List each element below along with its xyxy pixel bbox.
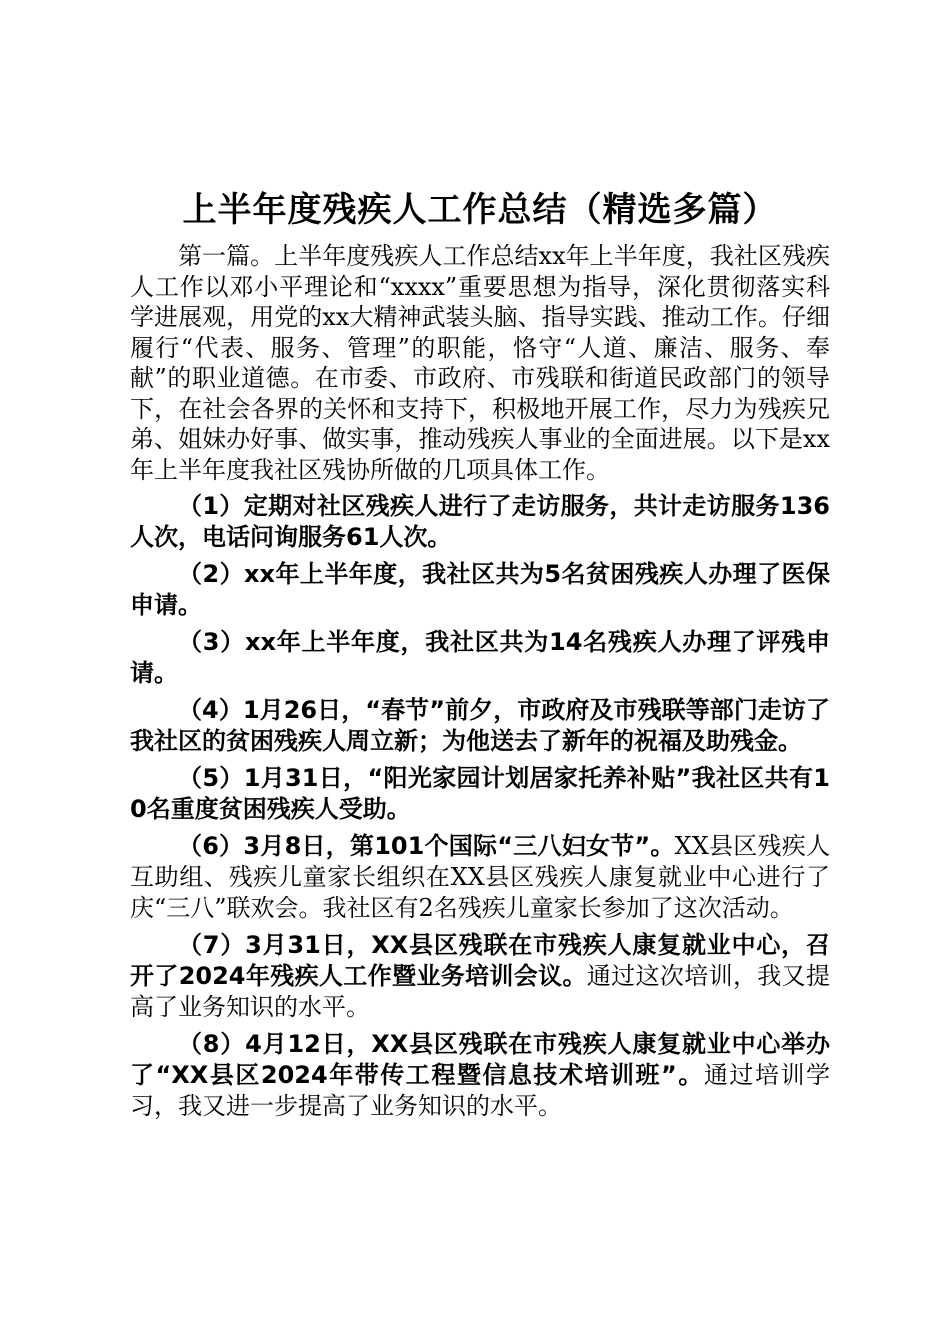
work-item-6 [130,831,830,924]
document-title: 上半年度残疾人工作总结（精选多篇） [182,190,778,230]
work-item-1: （1）定期对社区残疾人进行了走访服务，共计走访服务136人次，电话问询服务61人次。 [130,492,830,551]
document-page [130,185,830,1122]
work-item-3: （3）xx年上半年度，我社区共为14名残疾人办理了评残申请。 [130,628,830,687]
work-item-7 [130,930,830,1023]
intro-paragraph: 第一篇。上半年度残疾人工作总结xx年上半年度，我社区残疾人工作以邓小平理论和“xxxx”重要思想为指导，深化贯彻落实科学进展观，用党的xx大精神武装头脑、指导实践、推动工作。仔细履行“代表、服务、管理”的职能，恪守“人道、廉洁、服务、奉献”的职业道德。在市委、市政府、市残联和街道民政部门的领导下，在社会各界的关怀和支持下，积极地开展工作，尽力为残疾兄弟、姐妹办好事、做实事，推动残疾人事业的全面进展。以下是xx年上半年度我社区残协所做的几项具体工作。 [130,242,830,484]
work-item-5: （5）1月31日，“阳光家园计划居家托养补贴”我社区共有10名重度贫困残疾人受助。 [130,764,830,823]
work-item-2: （2）xx年上半年度，我社区共为5名贫困残疾人办理了医保申请。 [130,560,830,619]
work-item-6-lead: （6）3月8日，第101个国际“三八妇女节”。 [178,832,675,860]
work-item-8-lead: （8）4月12日，XX县区残联在市残疾人康复就业中心举办了“XX县区2024年带传工程暨信息技术培训班”。 [130,1030,830,1089]
work-item-4: （4）1月26日，“春节”前夕，市政府及市残联等部门走访了我社区的贫困残疾人周立新；为他送去了新年的祝福及助残金。 [130,696,830,755]
work-item-6-detail: XX县区残疾人互助组、残疾儿童家长组织在XX县区残疾人康复就业中心进行了庆“三八”联欢会。我社区有2名残疾儿童家长参加了这次活动。 [130,832,830,922]
work-item-7-detail: 通过这次培训，我又提高了业务知识的水平。 [130,962,831,1021]
work-item-7-lead: （7）3月31日，XX县区残联在市残疾人康复就业中心，召开了2024年残疾人工作暨业务培训会议。 [130,931,830,990]
work-item-8-detail: 通过培训学习，我又进一步提高了业务知识的水平。 [130,1061,830,1120]
work-item-8 [130,1029,830,1122]
